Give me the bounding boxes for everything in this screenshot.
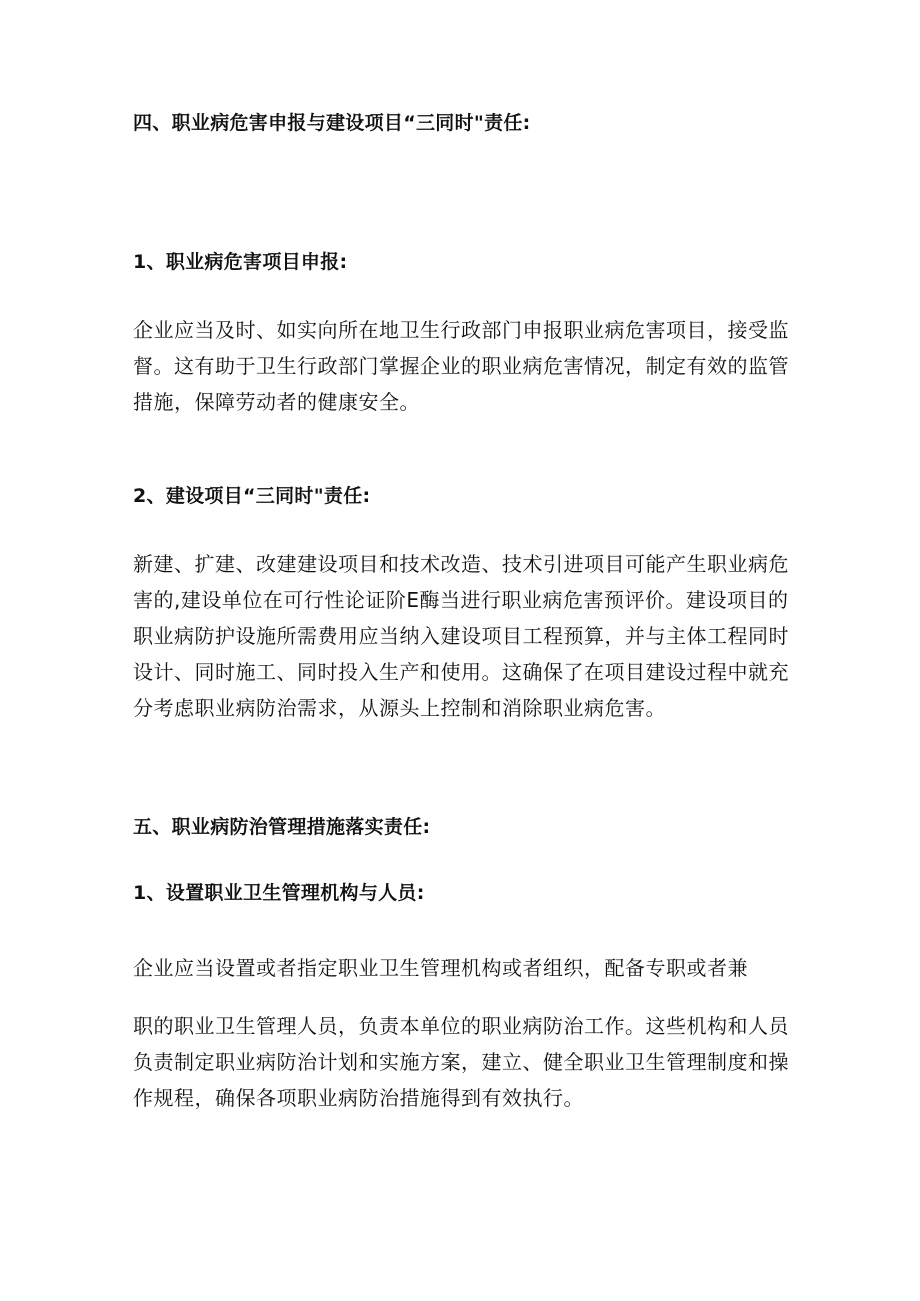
section-4-item-1-heading: 1、职业病危害项目申报:	[133, 251, 348, 273]
paragraph-line: 职业病防护设施所需费用应当纳入建设项目工程预算，并与主体工程同时	[133, 624, 789, 648]
section-4-item-2-paragraph	[133, 546, 788, 726]
section-5-item-1-paragraph	[133, 1008, 788, 1116]
paragraph-line: 措施，保障劳动者的健康安全。	[133, 390, 420, 414]
paragraph-line: 害的,建设单位在可行性论证阶E酶当进行职业病危害预评价。建设项目的	[133, 588, 789, 612]
paragraph-line: 负责制定职业病防治计划和实施方案，建立、健全职业卫生管理制度和操	[133, 1050, 789, 1074]
paragraph-line: 督。这有助于卫生行政部门掌握企业的职业病危害情况，制定有效的监管	[133, 354, 789, 378]
section-4-heading: 四、职业病危害申报与建设项目“三同时"责任:	[133, 112, 531, 134]
section-5-item-1-heading: 1、设置职业卫生管理机构与人员:	[133, 882, 425, 904]
paragraph-line: 设计、同时施工、同时投入生产和使用。这确保了在项目建设过程中就充	[133, 660, 789, 684]
paragraph-line: 分考虑职业病防治需求，从源头上控制和消除职业病危害。	[133, 696, 666, 720]
section-5-heading: 五、职业病防治管理措施落实责任:	[133, 816, 431, 838]
paragraph-line: 企业应当及时、如实向所在地卫生行政部门申报职业病危害项目，接受监	[133, 318, 789, 342]
paragraph-line: 职的职业卫生管理人员，负责本单位的职业病防治工作。这些机构和人员	[133, 1014, 789, 1038]
paragraph-line: 新建、扩建、改建建设项目和技术改造、技术引进项目可能产生职业病危	[133, 552, 789, 576]
section-4-item-2-heading: 2、建设项目“三同时"责任:	[133, 485, 371, 507]
section-5-item-1-first-line: 企业应当设置或者指定职业卫生管理机构或者组织，配备专职或者兼	[133, 956, 748, 980]
section-4-item-1-paragraph	[133, 312, 788, 420]
paragraph-line: 作规程，确保各项职业病防治措施得到有效执行。	[133, 1086, 584, 1110]
